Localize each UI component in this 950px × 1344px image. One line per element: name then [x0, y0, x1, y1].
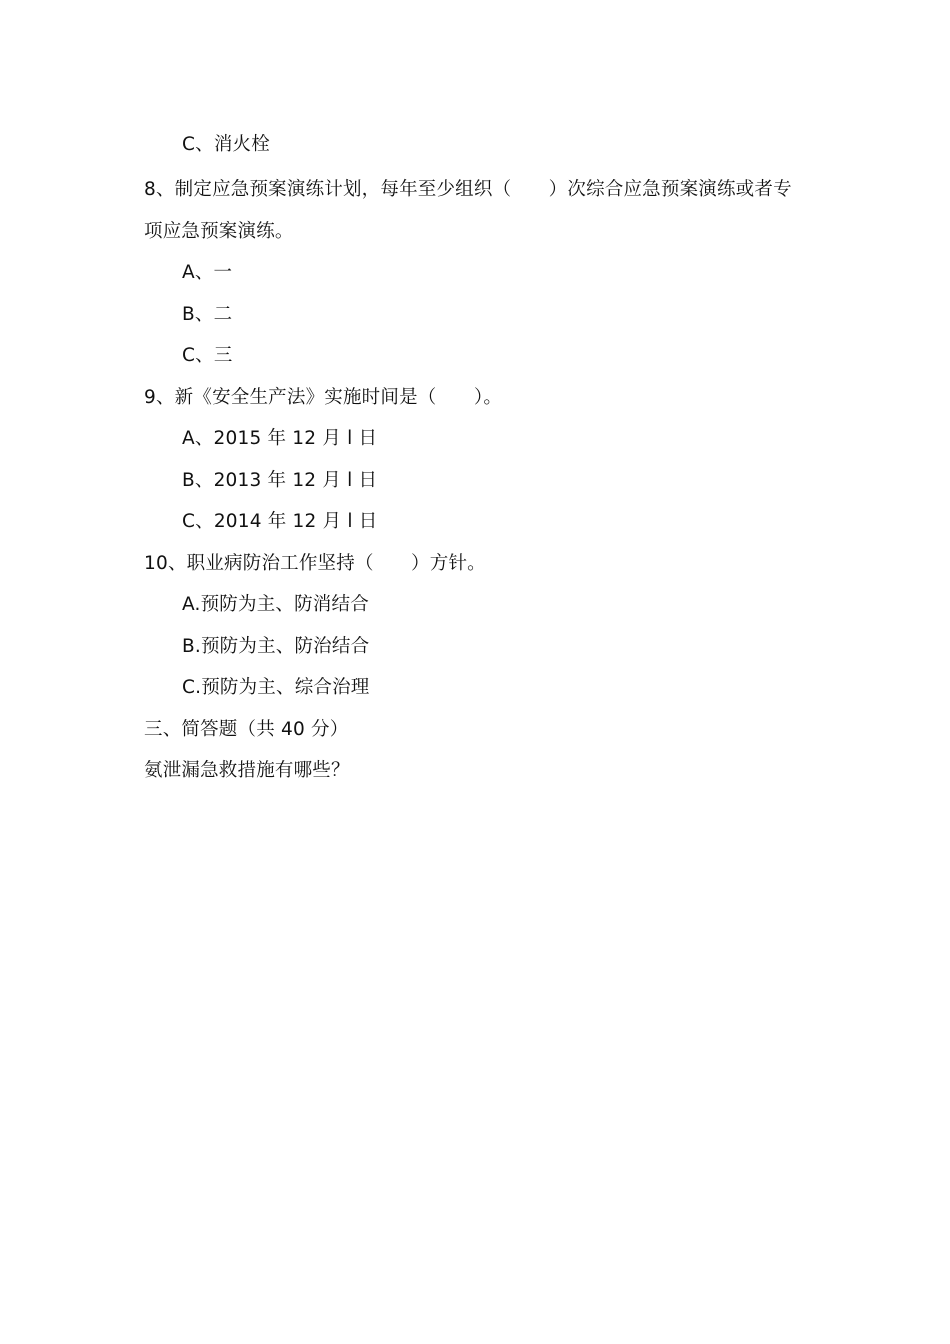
section3-heading: 三、简答题（共 40 分）	[144, 719, 349, 740]
q9-option-c: C、2014 年 12 月 l 日	[182, 511, 378, 532]
q10-stem: 10、职业病防治工作坚持（ ）方针。	[144, 553, 486, 574]
q8-option-b: B、二	[182, 304, 233, 325]
q8-stem-line2: 项应急预案演练。	[144, 221, 294, 242]
q8-stem-line1: 8、制定应急预案演练计划，每年至少组织（ ）次综合应急预案演练或者专	[144, 179, 792, 200]
section3-question: 氨泄漏急救措施有哪些？	[144, 760, 350, 781]
q9-option-a: A、2015 年 12 月 l 日	[182, 428, 378, 449]
q7-option-c: C、消火栓	[182, 134, 270, 155]
q10-option-a: A.预防为主、防消结合	[182, 594, 369, 615]
q10-option-b: B.预防为主、防治结合	[182, 636, 370, 657]
q8-option-a: A、一	[182, 262, 233, 283]
q10-option-c: C.预防为主、综合治理	[182, 677, 370, 698]
q9-option-b: B、2013 年 12 月 l 日	[182, 470, 378, 491]
q8-option-c: C、三	[182, 345, 233, 366]
q9-stem: 9、新《安全生产法》实施时间是（ ）。	[144, 387, 503, 408]
